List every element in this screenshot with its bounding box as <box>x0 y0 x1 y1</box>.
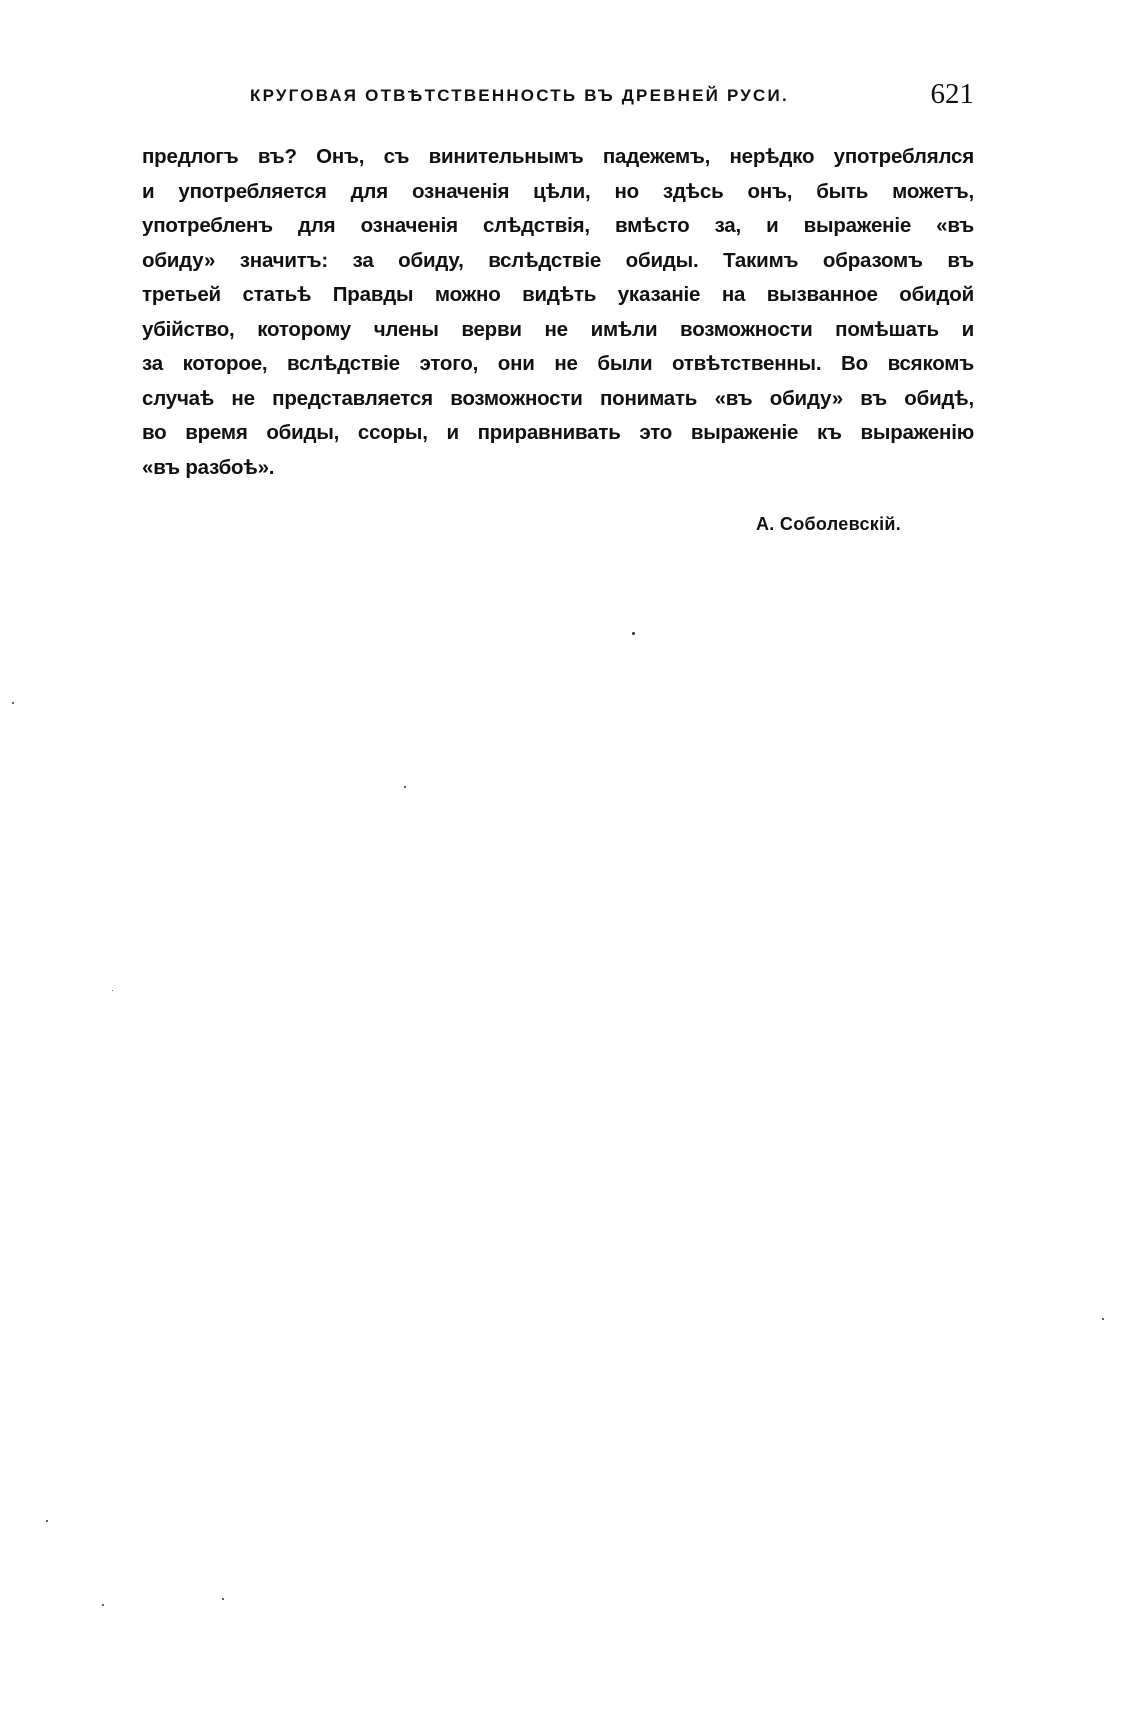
scan-speck <box>1102 1318 1104 1320</box>
scan-speck <box>222 1598 224 1600</box>
text-line: предлогъ въ? Онъ, съ винительнымъ падежемъ, нерѣдко употреблялся <box>142 145 974 168</box>
scan-speck <box>112 990 113 991</box>
body-paragraph <box>142 140 974 485</box>
text-line: «въ разбоѣ». <box>142 455 275 479</box>
text-line: за которое, вслѣдствіе этого, они не были отвѣтственны. Во всякомъ <box>142 352 974 375</box>
scan-speck <box>632 632 635 635</box>
scan-speck <box>46 1520 48 1522</box>
text-line: во время обиды, ссоры, и приравнивать это выраженіе къ выраженію <box>142 421 974 444</box>
text-line: третьей статьѣ Правды можно видѣть указаніе на вызванное обидой <box>142 283 974 306</box>
text-line: обиду» значитъ: за обиду, вслѣдствіе обиды. Такимъ образомъ въ <box>142 248 974 272</box>
text-line: убійство, которому члены верви не имѣли возможности помѣшать и <box>142 317 974 341</box>
running-title: КРУГОВАЯ ОТВѢТСТВЕННОСТЬ ВЪ ДРЕВНЕЙ РУСИ. <box>250 86 789 105</box>
page-number: 621 <box>930 78 974 110</box>
scan-speck <box>12 702 14 704</box>
text-line: употребленъ для означенія слѣдствія, вмѣсто за, и выраженіе «въ <box>142 214 974 237</box>
text-line: случаѣ не представляется возможности понимать «въ обиду» въ обидѣ, <box>142 386 974 410</box>
running-header <box>142 78 974 118</box>
author-signature: А. Соболевскій. <box>756 514 902 534</box>
scan-speck <box>404 786 406 788</box>
scan-speck <box>102 1604 104 1606</box>
text-line: и употребляется для означенія цѣли, но здѣсь онъ, быть можетъ, <box>142 179 974 203</box>
